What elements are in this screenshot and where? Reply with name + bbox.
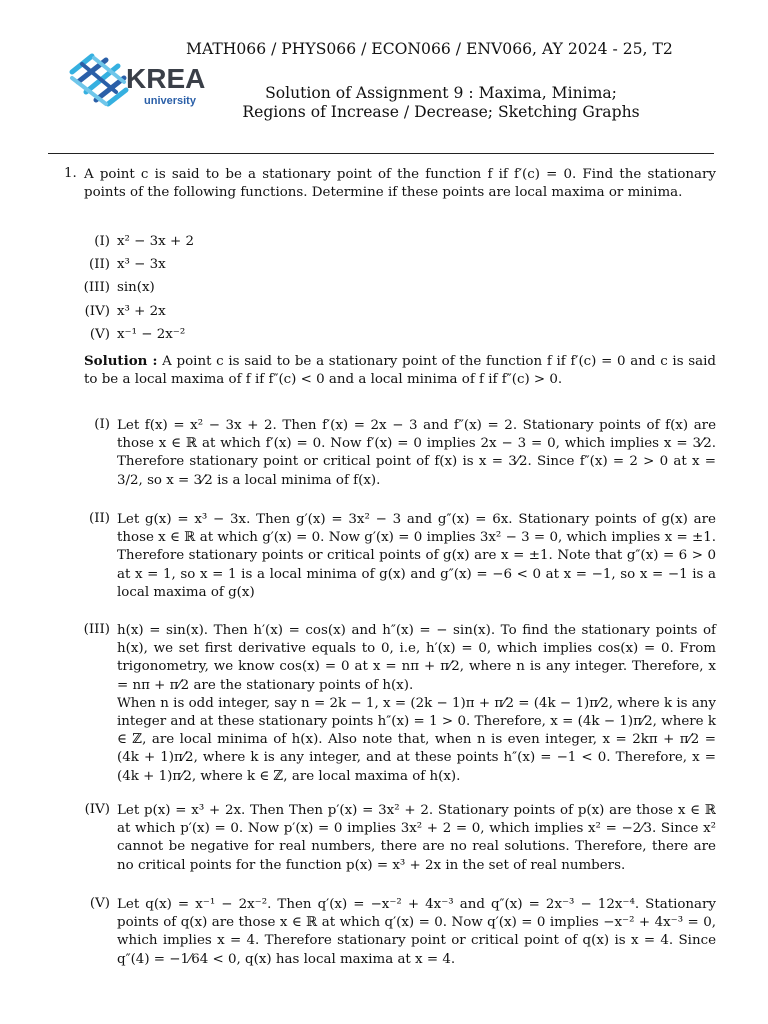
- part-label: (III): [83, 622, 110, 637]
- logo-subtext: university: [144, 95, 196, 107]
- part-body: [117, 896, 716, 969]
- question-number: 1.: [64, 166, 77, 181]
- solution-intro: [84, 352, 716, 389]
- logo-wordmark: KREA: [126, 63, 206, 94]
- part-body: [117, 622, 716, 786]
- function-expr: x⁻¹ − 2x⁻²: [117, 326, 186, 342]
- function-label: (I): [94, 234, 110, 249]
- title-line-2: Regions of Increase / Decrease; Sketching Graphs: [242, 103, 640, 121]
- part-paragraph: Let g(x) = x³ − 3x. Then g′(x) = 3x² − 3 and g″(x) = 6x. Stationary points of g(x) are those x ∈ ℝ at which g′(x) = 0. Now g′(x) = 0 implies 3x² − 3 = 0, which implies x = ±1. Therefore stationary points or critical points of g(x) are x = ±1. Note that g″(x) = 6 > 0 at x = 1, so x = 1 is a local minima of g(x) and g″(x) = −6 < 0 at x = −1, so x = −1 is a local maxima of g(x): [117, 512, 716, 600]
- function-expr: x³ − 3x: [117, 257, 166, 273]
- part-paragraph: Let f(x) = x² − 3x + 2. Then f′(x) = 2x − 3 and f″(x) = 2. Stationary points of f(x) are those x ∈ ℝ at which f′(x) = 0. Now f′(x) = 0 implies 2x − 3 = 0, which implies x = 3⁄2. Therefore stationary point or critical point of f(x) is x = 3⁄2. Since f″(x) = 2 > 0 at x = 3/2, so x = 3⁄2 is a local minima of f(x).: [117, 418, 716, 488]
- title-line-1: Solution of Assignment 9 : Maxima, Minima;: [265, 84, 617, 102]
- part-body: [117, 511, 716, 602]
- function-list: [76, 230, 194, 346]
- krea-logo-mark: [66, 52, 216, 122]
- part-label: (II): [88, 511, 110, 526]
- part-paragraph: When n is odd integer, say n = 2k − 1, x = (2k − 1)π + π⁄2 = (4k − 1)π⁄2, where k is any integer and at these stationary points h″(x) = 1 > 0. Therefore, x = (4k − 1)π⁄2, where k ∈ ℤ, are local minima of h(x). Also note that, when n is even integer, x = 2kπ + π⁄2 = (4k + 1)π⁄2, where k is any integer, and at these points h″(x) = −1 < 0. Therefore, x = (4k + 1)π⁄2, where k ∈ ℤ, are local maxima of h(x).: [117, 695, 716, 784]
- function-expr: x³ + 2x: [117, 303, 166, 319]
- course-header: MATH066 / PHYS066 / ECON066 / ENV066, AY 2024 - 25, T2: [186, 40, 673, 58]
- part-label: (I): [94, 417, 110, 432]
- function-label: (II): [88, 257, 110, 273]
- part-label: (V): [89, 896, 110, 911]
- document-title: [226, 84, 656, 122]
- function-item: [76, 253, 194, 276]
- header-divider: [48, 153, 714, 154]
- part-paragraph: h(x) = sin(x). Then h′(x) = cos(x) and h″(x) = − sin(x). To find the stationary points of h(x), we set first derivative equals to 0, i.e, h′(x) = 0, which implies cos(x) = 0. From trigonometry, we know cos(x) = 0 at x = nπ + π⁄2, where n is any integer. Therefore, x = nπ + π⁄2 are the stationary points of h(x).: [117, 623, 716, 693]
- part-body: [117, 417, 716, 490]
- function-item: [76, 276, 194, 299]
- function-label: (V): [89, 326, 110, 342]
- function-label: (IV): [84, 303, 110, 319]
- solution-text: A point c is said to be a stationary point of the function f if f′(c) = 0 and c is said to be a local maxima of f if f″(c) < 0 and a local minima of f if f″(c) > 0.: [84, 354, 716, 388]
- function-item: [76, 230, 194, 253]
- part-paragraph: Let p(x) = x³ + 2x. Then Then p′(x) = 3x² + 2. Stationary points of p(x) are those x ∈ ℝ at which p′(x) = 0. Now p′(x) = 0 implies 3x² + 2 = 0, which implies x² = −2⁄3. Since x² cannot be negative for real numbers, there are no real solutions. Therefore, there are no critical points for the function p(x) = x³ + 2x in the set of real numbers.: [117, 803, 716, 873]
- question-text: A point c is said to be a stationary point of the function f if f′(c) = 0. Find the stationary points of the following functions. Determine if these points are local maxima or minima.: [84, 167, 716, 201]
- part-paragraph: Let q(x) = x⁻¹ − 2x⁻². Then q′(x) = −x⁻² + 4x⁻³ and q″(x) = 2x⁻³ − 12x⁻⁴. Stationary points of q(x) are those x ∈ ℝ at which q′(x) = 0. Now q′(x) = 0 implies −x⁻² + 4x⁻³ = 0, which implies x = 4. Therefore stationary point or critical point of q(x) is x = 4. Since q″(4) = −1⁄64 < 0, q(x) has local maxima at x = 4.: [117, 897, 716, 967]
- function-expr: x² − 3x + 2: [117, 234, 194, 249]
- function-item: [76, 323, 194, 346]
- part-label: (IV): [84, 802, 110, 817]
- function-expr: sin(x): [117, 280, 155, 296]
- krea-logo: [66, 52, 216, 122]
- function-item: [76, 300, 194, 323]
- part-body: [117, 802, 716, 875]
- solution-label: Solution :: [84, 353, 158, 369]
- function-label: (III): [83, 280, 110, 296]
